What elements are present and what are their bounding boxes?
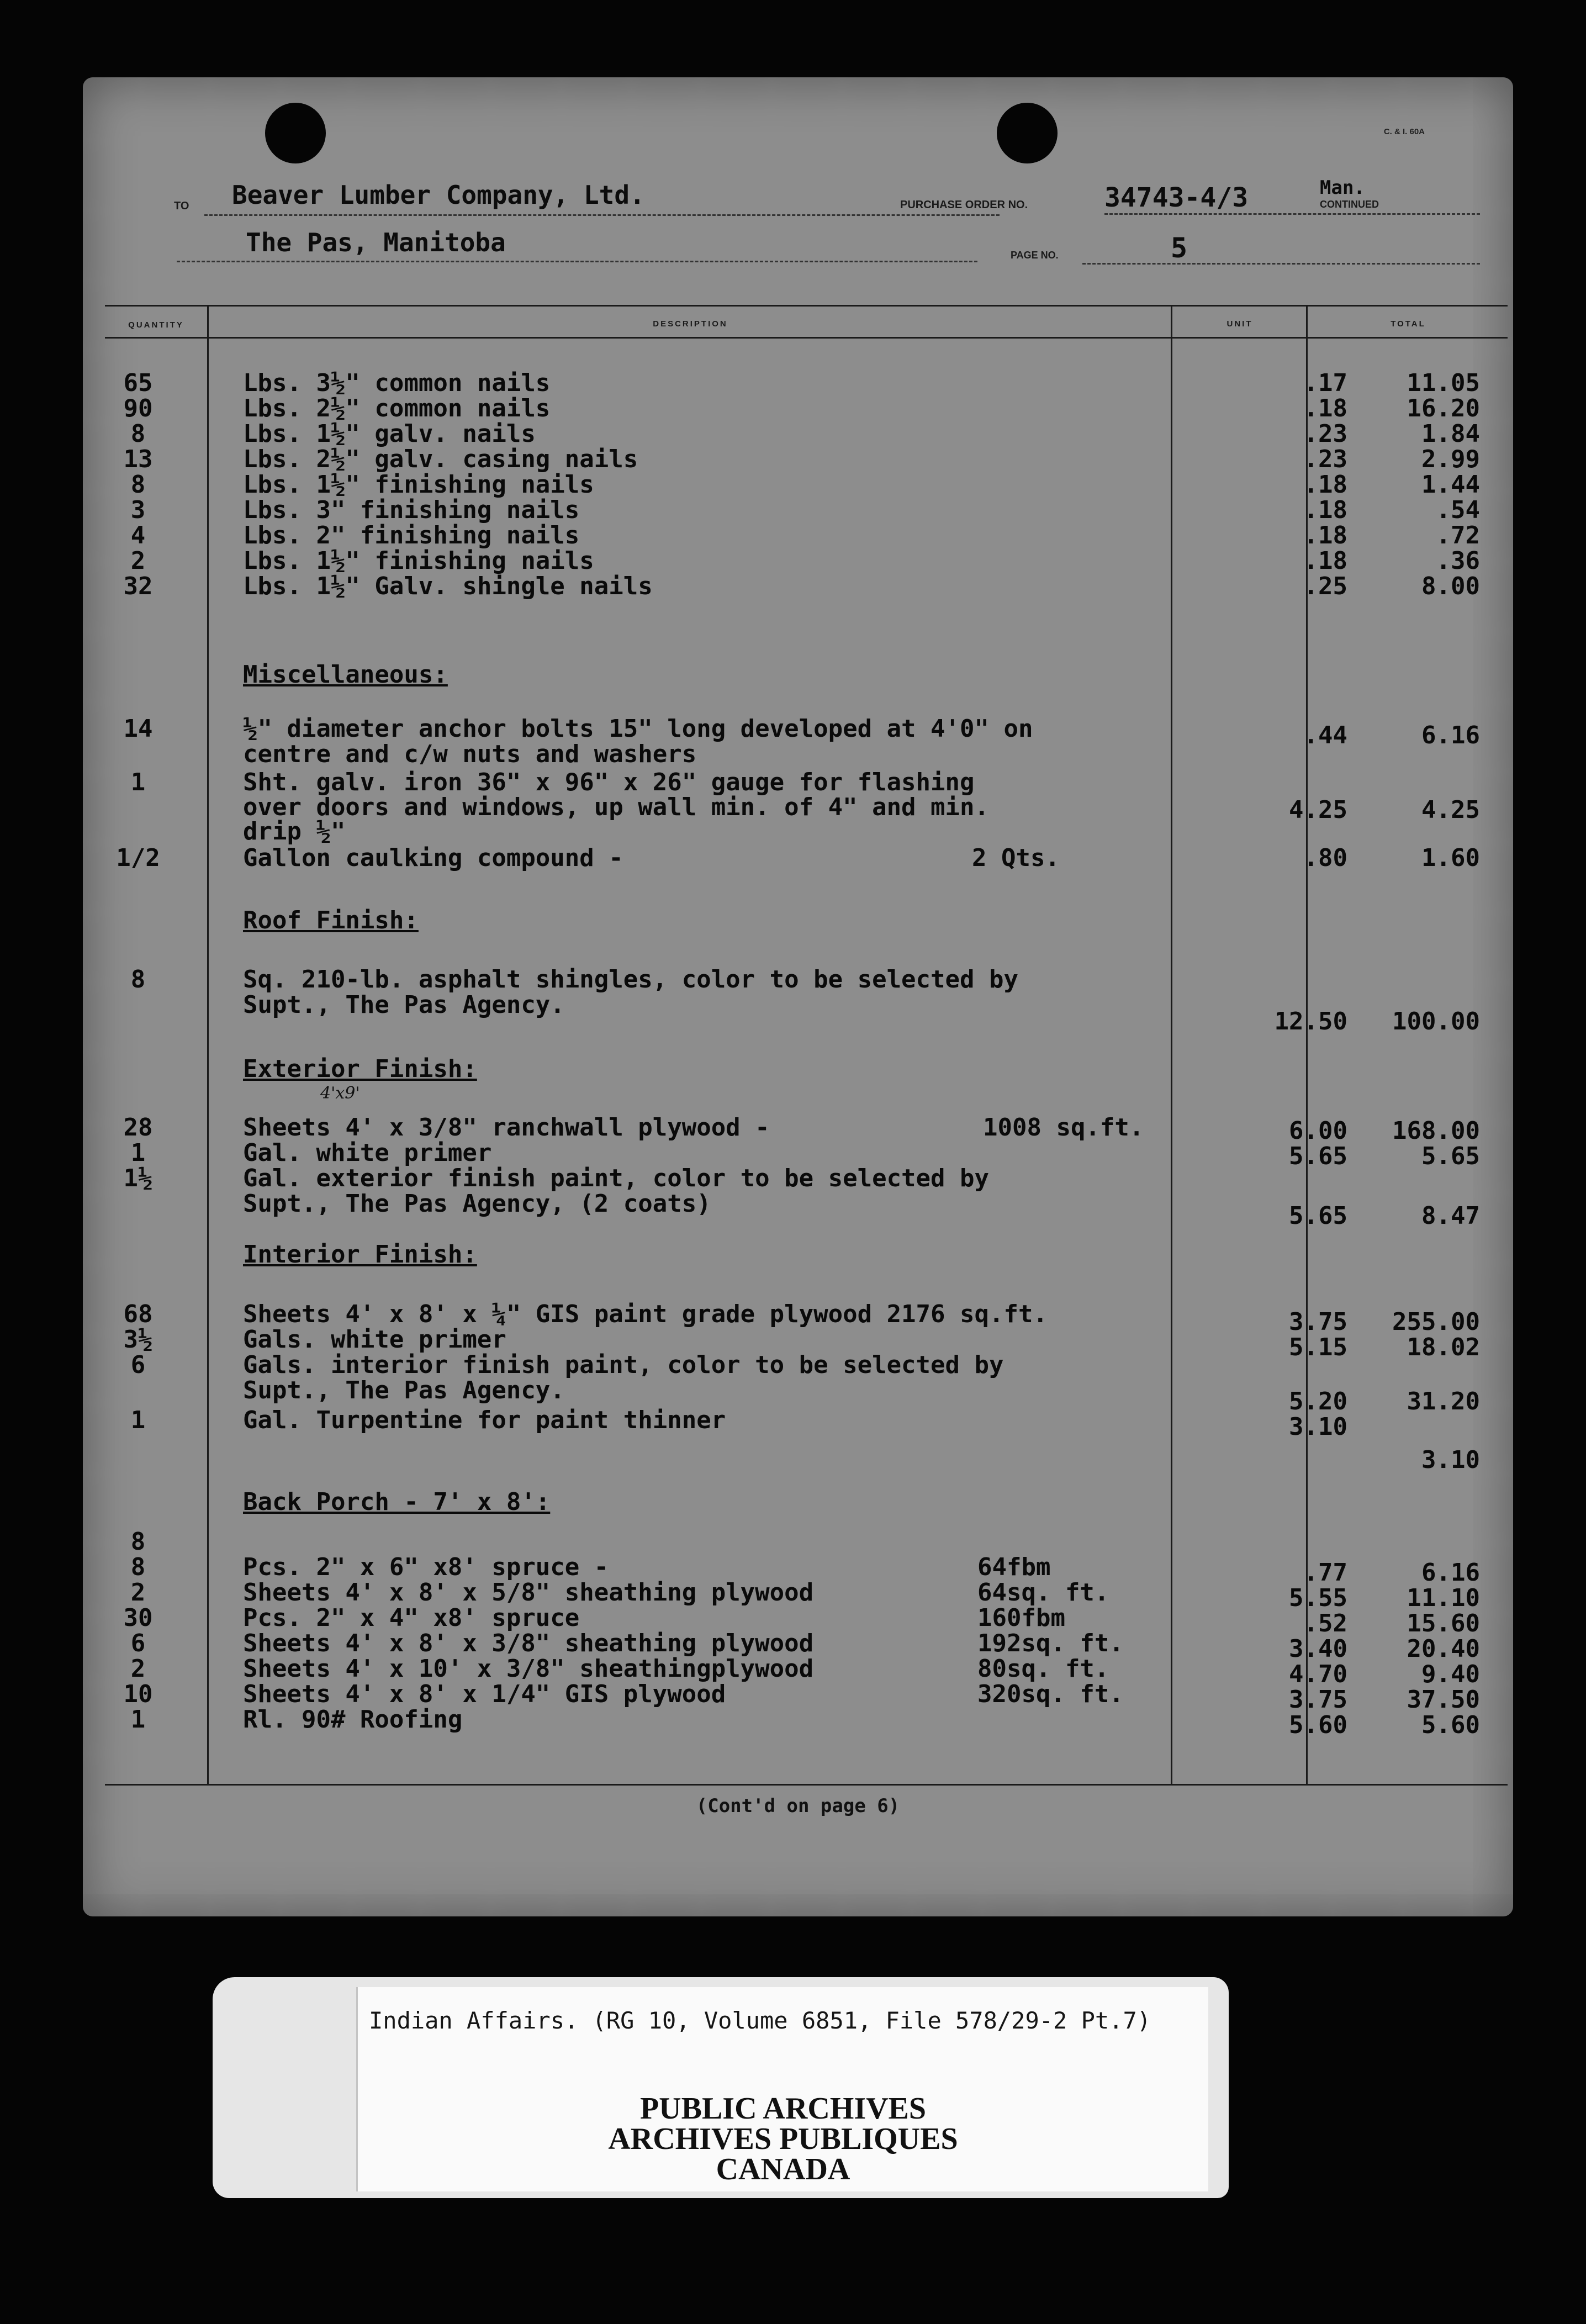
row-quantity: 90 (123, 394, 153, 422)
row-note: 320sq. ft. (977, 1680, 1124, 1708)
row-quantity: 6 (130, 1351, 146, 1379)
row-total: 11.05 (1407, 369, 1480, 397)
row-total: 4.25 (1421, 796, 1480, 824)
row-unit-price: 5.65 (1289, 1202, 1347, 1230)
row-total: 18.02 (1407, 1333, 1480, 1361)
row-quantity: 8 (130, 1528, 146, 1556)
section-heading-exterior-finish: Exterior Finish: (243, 1055, 477, 1083)
row-quantity: 8 (130, 965, 146, 994)
handwritten-note: 4'x9' (320, 1084, 360, 1103)
row-unit-price: .25 (1303, 572, 1347, 600)
row-description: Gallon caulking compound - (243, 844, 623, 872)
row-total: 37.50 (1407, 1686, 1480, 1714)
row-unit-price: 5.60 (1289, 1711, 1347, 1739)
row-description: Lbs. 1½" finishing nails (243, 471, 594, 499)
punch-hole (265, 103, 326, 163)
row-unit-price: 3.10 (1289, 1413, 1347, 1441)
row-description: Lbs. 3½" common nails (243, 369, 551, 397)
row-total: 1.60 (1421, 844, 1480, 872)
to-label: TO (174, 200, 189, 212)
row-note: 160fbm (977, 1604, 1065, 1632)
page-line (1082, 263, 1480, 265)
row-description: Sheets 4' x 8' x 5/8" sheathing plywood (243, 1578, 814, 1607)
row-quantity: 1 (130, 1406, 146, 1434)
row-description: Sq. 210-lb. asphalt shingles, color to be selected by (243, 965, 1018, 994)
row-total: 11.10 (1407, 1584, 1480, 1612)
row-unit-price: .18 (1303, 394, 1347, 422)
punch-hole (997, 103, 1058, 163)
row-description: Gal. exterior finish paint, color to be selected by (243, 1164, 990, 1192)
row-description: Lbs. 1½" Galv. shingle nails (243, 572, 653, 600)
row-unit-price: 5.20 (1289, 1387, 1347, 1415)
row-total: 1.84 (1421, 420, 1480, 448)
row-unit-price: 3.75 (1289, 1686, 1347, 1714)
row-unit-price: 5.15 (1289, 1333, 1347, 1361)
row-total: 2.99 (1421, 445, 1480, 473)
row-description: Sheets 4' x 8' x 3/8" sheathing plywood (243, 1629, 814, 1657)
archive-label (356, 1987, 1208, 2191)
to-line (204, 214, 1000, 216)
row-note: 80sq. ft. (977, 1655, 1109, 1683)
row-total: 5.65 (1421, 1142, 1480, 1170)
row-description-continued: over doors and windows, up wall min. of 4" and min. (243, 793, 990, 821)
po-suffix: Man. (1320, 177, 1365, 199)
row-unit-price: .18 (1303, 521, 1347, 550)
section-heading-roof-finish: Roof Finish: (243, 906, 419, 934)
row-description: ½" diameter anchor bolts 15" long developed at 4'0" on (243, 715, 1033, 743)
row-quantity: 1/2 (116, 844, 160, 872)
archive-label-card (213, 1977, 1229, 2198)
row-quantity: 65 (123, 369, 153, 397)
row-total: 100.00 (1392, 1007, 1480, 1036)
po-line (1104, 213, 1480, 215)
row-quantity: 6 (130, 1629, 146, 1657)
section-heading-miscellaneous: Miscellaneous: (243, 661, 448, 689)
recipient-address: The Pas, Manitoba (246, 228, 506, 257)
row-note: 2 Qts. (972, 844, 1060, 872)
page-number: 5 (1171, 232, 1188, 264)
row-description: Pcs. 2" x 6" x8' spruce - (243, 1553, 609, 1581)
row-description: Sheets 4' x 3/8" ranchwall plywood - (243, 1113, 770, 1142)
row-total: 1.44 (1421, 471, 1480, 499)
row-quantity: 32 (123, 572, 153, 600)
row-total: 20.40 (1407, 1635, 1480, 1663)
row-unit-price: .18 (1303, 471, 1347, 499)
row-total: 15.60 (1407, 1609, 1480, 1638)
row-unit-price: 4.70 (1289, 1660, 1347, 1688)
row-description: Gal. white primer (243, 1139, 492, 1167)
row-description: Sheets 4' x 8' x 1/4" GIS plywood (243, 1680, 726, 1708)
row-unit-price: 12.50 (1274, 1007, 1347, 1036)
form-code: C. & I. 60A (1383, 127, 1425, 136)
row-description: Sht. galv. iron 36" x 96" x 26" gauge for flashing (243, 768, 975, 796)
row-unit-price: .18 (1303, 547, 1347, 575)
row-description: Lbs. 3" finishing nails (243, 496, 580, 524)
row-unit-price: .18 (1303, 496, 1347, 524)
table-bottom-rule (105, 1784, 1508, 1786)
row-unit-price: 6.00 (1289, 1117, 1347, 1145)
section-heading-interior-finish: Interior Finish: (243, 1240, 477, 1269)
row-unit-price: .23 (1303, 445, 1347, 473)
row-quantity: 8 (130, 1553, 146, 1581)
row-quantity: 3½ (123, 1325, 153, 1354)
row-quantity: 10 (123, 1680, 153, 1708)
row-quantity: 68 (123, 1300, 153, 1328)
row-total: 168.00 (1392, 1117, 1480, 1145)
row-unit-price: 3.75 (1289, 1308, 1347, 1336)
row-quantity: 2 (130, 1655, 146, 1683)
row-quantity: 2 (130, 1578, 146, 1607)
table-top-rule (105, 305, 1508, 307)
row-description: Pcs. 2" x 4" x8' spruce (243, 1604, 580, 1632)
row-total: 6.16 (1421, 1559, 1480, 1587)
row-description: Rl. 90# Roofing (243, 1705, 463, 1734)
row-quantity: 14 (123, 715, 153, 743)
row-description-continued: drip ½" (243, 817, 346, 846)
row-description-continued: Supt., The Pas Agency. (243, 1376, 565, 1404)
row-unit-price: .80 (1303, 844, 1347, 872)
row-unit-price: .23 (1303, 420, 1347, 448)
column-header-unit: UNIT (1226, 319, 1253, 329)
row-description: Lbs. 2½" galv. casing nails (243, 445, 638, 473)
row-quantity: 13 (123, 445, 153, 473)
address-line (177, 261, 977, 262)
row-total: 16.20 (1407, 394, 1480, 422)
row-note: 64fbm (977, 1553, 1051, 1581)
row-quantity: 8 (130, 471, 146, 499)
row-quantity: 1 (130, 768, 146, 796)
row-unit-price: 5.55 (1289, 1584, 1347, 1612)
row-description: Lbs. 1½" galv. nails (243, 420, 536, 448)
po-label: PURCHASE ORDER NO. (900, 199, 1028, 211)
row-total: 6.16 (1421, 721, 1480, 749)
row-quantity: 28 (123, 1113, 153, 1142)
row-quantity: 2 (130, 547, 146, 575)
archive-stamp-line-3: CANADA (716, 2152, 850, 2186)
page-label: PAGE NO. (1011, 250, 1059, 261)
row-total: .36 (1436, 547, 1480, 575)
archive-stamp-line-1: PUBLIC ARCHIVES (639, 2091, 927, 2126)
recipient-name: Beaver Lumber Company, Ltd. (232, 180, 645, 210)
row-total: 9.40 (1421, 1660, 1480, 1688)
continued-label: CONTINUED (1320, 199, 1379, 210)
row-description: Lbs. 2" finishing nails (243, 521, 580, 550)
row-total: 255.00 (1392, 1308, 1480, 1336)
row-unit-price: .44 (1303, 721, 1347, 749)
row-total: .54 (1436, 496, 1480, 524)
row-total: 8.00 (1421, 572, 1480, 600)
row-total: 31.20 (1407, 1387, 1480, 1415)
row-unit-price: 5.65 (1289, 1142, 1347, 1170)
archive-stamp-line-2: ARCHIVES PUBLIQUES (608, 2122, 958, 2156)
column-header-quantity: QUANTITY (128, 320, 184, 330)
row-quantity: 30 (123, 1604, 153, 1632)
column-header-total: TOTAL (1391, 319, 1426, 329)
row-description: Sheets 4' x 8' x ¼" GIS paint grade plywood 2176 sq.ft. (243, 1300, 1048, 1328)
row-quantity: 4 (130, 521, 146, 550)
row-total: .72 (1436, 521, 1480, 550)
row-description-continued: Supt., The Pas Agency, (2 coats) (243, 1190, 711, 1218)
row-unit-price: 4.25 (1289, 796, 1347, 824)
archive-citation: Indian Affairs. (RG 10, Volume 6851, File 578/29-2 Pt.7) (369, 2007, 1151, 2034)
row-description: Gals. interior finish paint, color to be selected by (243, 1351, 1004, 1379)
row-quantity: 3 (130, 496, 146, 524)
purchase-order-page (83, 77, 1513, 1916)
continued-note: (Cont'd on page 6) (696, 1795, 900, 1817)
row-description-continued: Supt., The Pas Agency. (243, 991, 565, 1019)
row-quantity: 1 (130, 1139, 146, 1167)
row-description: Sheets 4' x 10' x 3/8" sheathingplywood (243, 1655, 814, 1683)
row-total: 3.10 (1421, 1446, 1480, 1474)
row-description: Lbs. 2½" common nails (243, 394, 551, 422)
row-description: Gals. white primer (243, 1325, 506, 1354)
row-unit-price: 3.40 (1289, 1635, 1347, 1663)
section-heading-back-porch: Back Porch - 7' x 8': (243, 1488, 551, 1516)
row-quantity: 1 (130, 1705, 146, 1734)
row-total: 5.60 (1421, 1711, 1480, 1739)
row-quantity: 1½ (123, 1164, 153, 1192)
row-unit-price: .17 (1303, 369, 1347, 397)
column-divider (207, 305, 209, 1784)
row-unit-price: .52 (1303, 1609, 1347, 1638)
po-number: 34743-4/3 (1104, 182, 1249, 213)
table-header-rule (105, 337, 1508, 339)
row-note: 1008 sq.ft. (983, 1113, 1144, 1142)
row-description-continued: centre and c/w nuts and washers (243, 740, 697, 768)
row-note: 64sq. ft. (977, 1578, 1109, 1607)
row-total: 8.47 (1421, 1202, 1480, 1230)
row-description: Lbs. 1½" finishing nails (243, 547, 594, 575)
row-description: Gal. Turpentine for paint thinner (243, 1406, 726, 1434)
column-header-description: DESCRIPTION (653, 319, 728, 329)
row-note: 192sq. ft. (977, 1629, 1124, 1657)
row-unit-price: .77 (1303, 1559, 1347, 1587)
row-quantity: 8 (130, 420, 146, 448)
